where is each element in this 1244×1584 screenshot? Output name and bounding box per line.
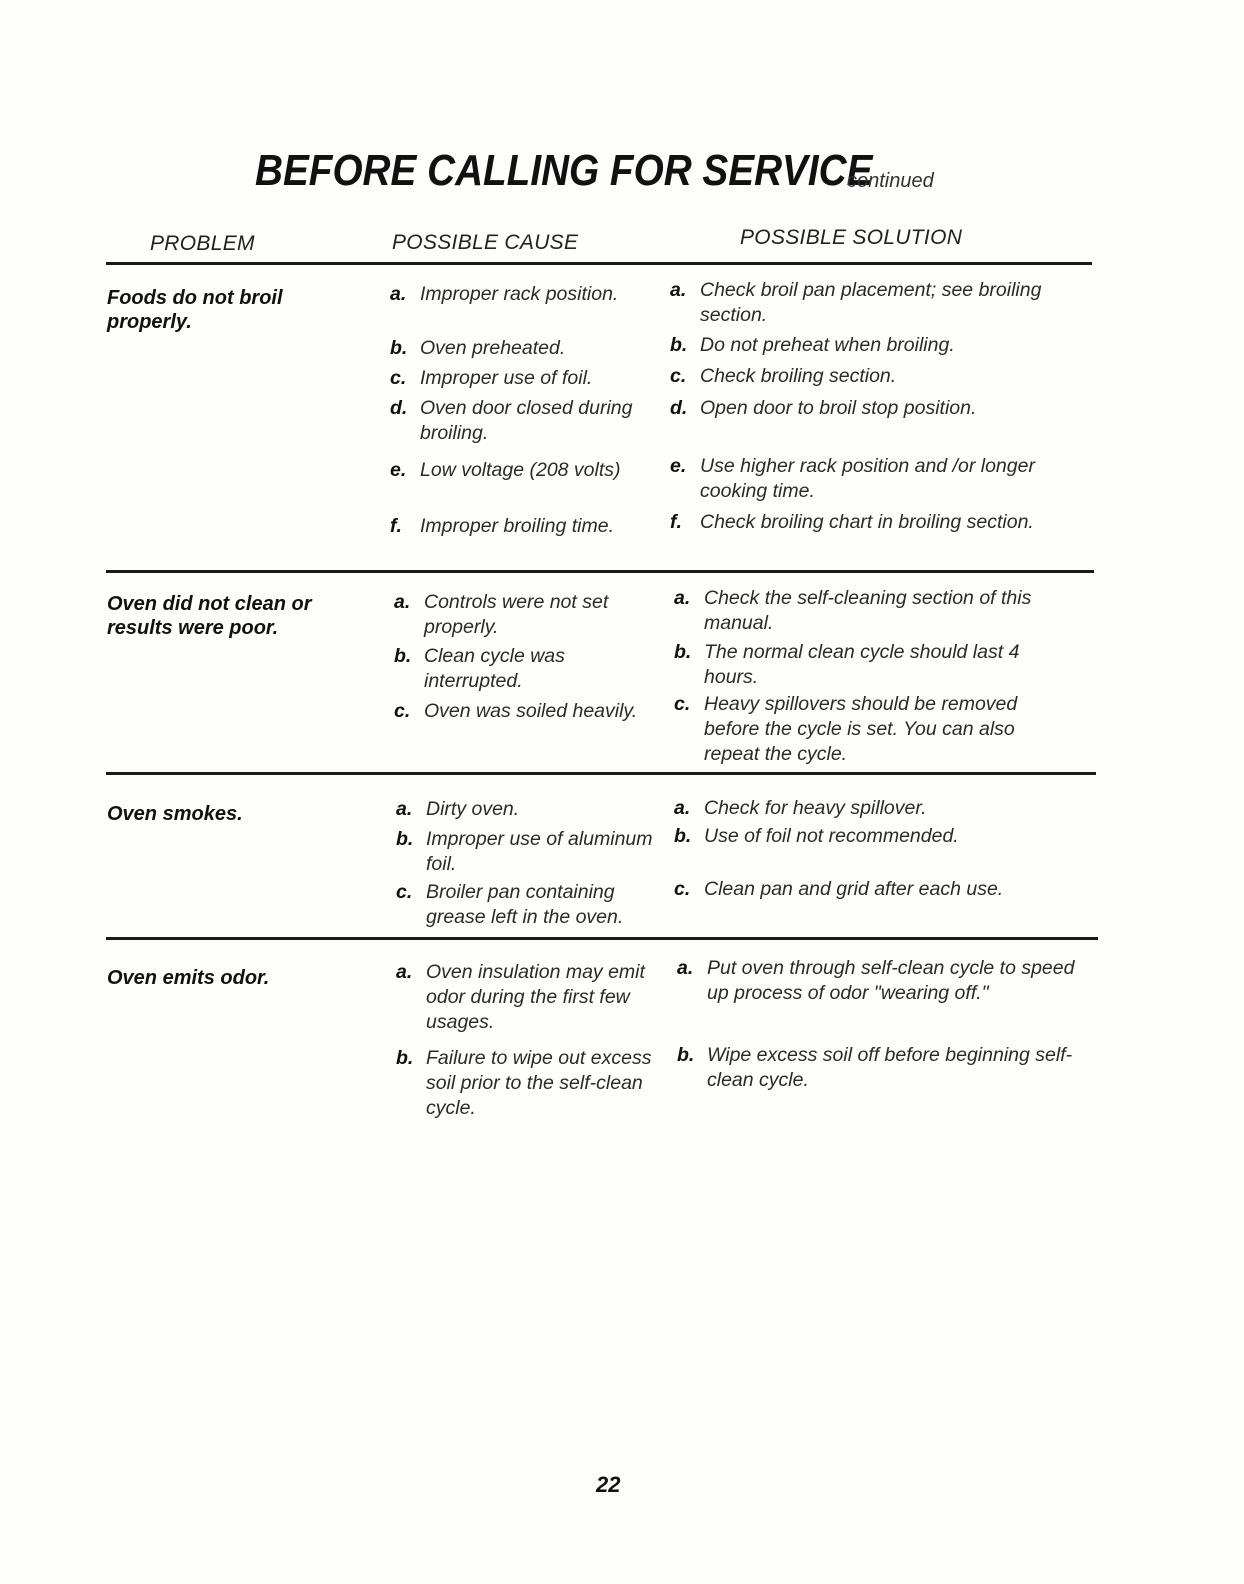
item-text: Check the self-cleaning section of this manual. bbox=[704, 587, 1032, 634]
cause-item bbox=[396, 827, 666, 877]
item-text: Check broiling section. bbox=[700, 365, 897, 387]
item-letter: b. bbox=[670, 334, 688, 356]
item-letter: e. bbox=[670, 455, 687, 477]
solution-item bbox=[670, 510, 1070, 535]
item-letter: b. bbox=[394, 645, 412, 667]
page-number: 22 bbox=[596, 1472, 621, 1497]
item-text: Put oven through self-clean cycle to speed up process of odor "wearing off." bbox=[707, 957, 1075, 1004]
item-letter: d. bbox=[390, 397, 408, 419]
item-text: Improper use of foil. bbox=[420, 367, 593, 389]
item-text: The normal clean cycle should last 4 hours. bbox=[704, 641, 1020, 688]
page-title-text: BEFORE CALLING FOR SERVICE bbox=[255, 146, 873, 195]
item-letter: b. bbox=[674, 641, 692, 663]
solution-item bbox=[674, 586, 1074, 636]
item-text: Clean cycle was interrupted. bbox=[424, 645, 565, 692]
item-letter: b. bbox=[674, 825, 692, 847]
item-text: Dirty oven. bbox=[426, 798, 520, 820]
item-text: Check for heavy spillover. bbox=[704, 797, 927, 819]
solution-item bbox=[670, 396, 1070, 421]
cause-item bbox=[390, 514, 660, 539]
item-text: Check broiling chart in broiling section. bbox=[700, 511, 1034, 533]
item-text: Improper use of aluminum foil. bbox=[426, 828, 653, 875]
item-text: Improper broiling time. bbox=[420, 515, 614, 537]
solution-item bbox=[677, 956, 1077, 1006]
item-text: Clean pan and grid after each use. bbox=[704, 878, 1004, 900]
item-text: Failure to wipe out excess soil prior to the self-clean cycle. bbox=[426, 1047, 652, 1119]
item-letter: b. bbox=[390, 337, 408, 359]
solution-item bbox=[674, 640, 1074, 690]
divider-rule bbox=[106, 262, 1092, 265]
item-letter: c. bbox=[674, 693, 691, 715]
cause-item bbox=[394, 699, 664, 724]
column-header-possible-cause: POSSIBLE CAUSE bbox=[392, 231, 579, 254]
solution-item bbox=[670, 333, 1070, 358]
item-text: Low voltage (208 volts) bbox=[420, 459, 621, 481]
cause-item bbox=[396, 880, 666, 930]
item-letter: a. bbox=[677, 957, 694, 979]
cause-item bbox=[396, 1046, 666, 1121]
item-text: Wipe excess soil off before beginning self-clean cycle. bbox=[707, 1044, 1073, 1091]
item-letter: a. bbox=[396, 798, 413, 820]
solution-item bbox=[670, 364, 1070, 389]
item-letter: c. bbox=[670, 365, 687, 387]
item-letter: a. bbox=[670, 279, 687, 301]
cause-item bbox=[390, 458, 660, 483]
item-letter: b. bbox=[677, 1044, 695, 1066]
item-letter: a. bbox=[396, 961, 413, 983]
divider-rule bbox=[106, 937, 1098, 940]
solution-item bbox=[670, 278, 1070, 328]
item-letter: f. bbox=[390, 515, 402, 537]
solution-item bbox=[674, 796, 1074, 821]
solution-item bbox=[670, 454, 1070, 504]
solution-item bbox=[674, 877, 1074, 902]
column-header-possible-solution: POSSIBLE SOLUTION bbox=[740, 226, 963, 249]
cause-item bbox=[390, 396, 660, 446]
divider-rule bbox=[106, 772, 1096, 775]
problem-label: Oven emits odor. bbox=[107, 967, 270, 989]
item-text: Improper rack position. bbox=[420, 283, 619, 305]
cause-item bbox=[396, 960, 666, 1035]
item-letter: e. bbox=[390, 459, 407, 481]
cause-item bbox=[390, 366, 660, 391]
solution-item bbox=[674, 824, 1074, 849]
item-text: Do not preheat when broiling. bbox=[700, 334, 955, 356]
divider-rule bbox=[106, 570, 1094, 573]
item-letter: b. bbox=[396, 1047, 414, 1069]
cause-item bbox=[394, 644, 664, 694]
problem-label: Foods do not broil properly. bbox=[107, 287, 283, 333]
item-letter: c. bbox=[674, 878, 691, 900]
item-text: Open door to broil stop position. bbox=[700, 397, 977, 419]
cause-item bbox=[396, 797, 666, 822]
column-header-problem: PROBLEM bbox=[150, 232, 255, 255]
problem-label: Oven did not clean or results were poor. bbox=[107, 593, 312, 639]
item-text: Use of foil not recommended. bbox=[704, 825, 959, 847]
item-letter: c. bbox=[394, 700, 411, 722]
item-letter: a. bbox=[394, 591, 411, 613]
item-letter: d. bbox=[670, 397, 688, 419]
cause-item bbox=[390, 282, 660, 307]
page-title-continued: continued bbox=[847, 170, 934, 192]
problem-label: Oven smokes. bbox=[107, 803, 243, 825]
cause-item bbox=[390, 336, 660, 361]
item-text: Use higher rack position and /or longer cooking time. bbox=[700, 455, 1035, 502]
item-letter: f. bbox=[670, 511, 682, 533]
item-text: Check broil pan placement; see broiling section. bbox=[700, 279, 1042, 326]
item-letter: a. bbox=[390, 283, 407, 305]
item-text: Oven preheated. bbox=[420, 337, 566, 359]
solution-item bbox=[677, 1043, 1077, 1093]
page-title bbox=[255, 146, 957, 196]
item-text: Broiler pan containing grease left in the oven. bbox=[426, 881, 624, 928]
item-letter: c. bbox=[396, 881, 413, 903]
item-letter: b. bbox=[396, 828, 414, 850]
item-text: Oven insulation may emit odor during the first few usages. bbox=[426, 961, 645, 1033]
item-text: Controls were not set properly. bbox=[424, 591, 609, 638]
solution-item bbox=[674, 692, 1074, 767]
cause-item bbox=[394, 590, 664, 640]
item-letter: a. bbox=[674, 797, 691, 819]
item-text: Oven was soiled heavily. bbox=[424, 700, 638, 722]
item-text: Oven door closed during broiling. bbox=[420, 397, 633, 444]
item-letter: c. bbox=[390, 367, 407, 389]
item-text: Heavy spillovers should be removed before the cycle is set. You can also repeat the cycle. bbox=[704, 693, 1018, 765]
item-letter: a. bbox=[674, 587, 691, 609]
